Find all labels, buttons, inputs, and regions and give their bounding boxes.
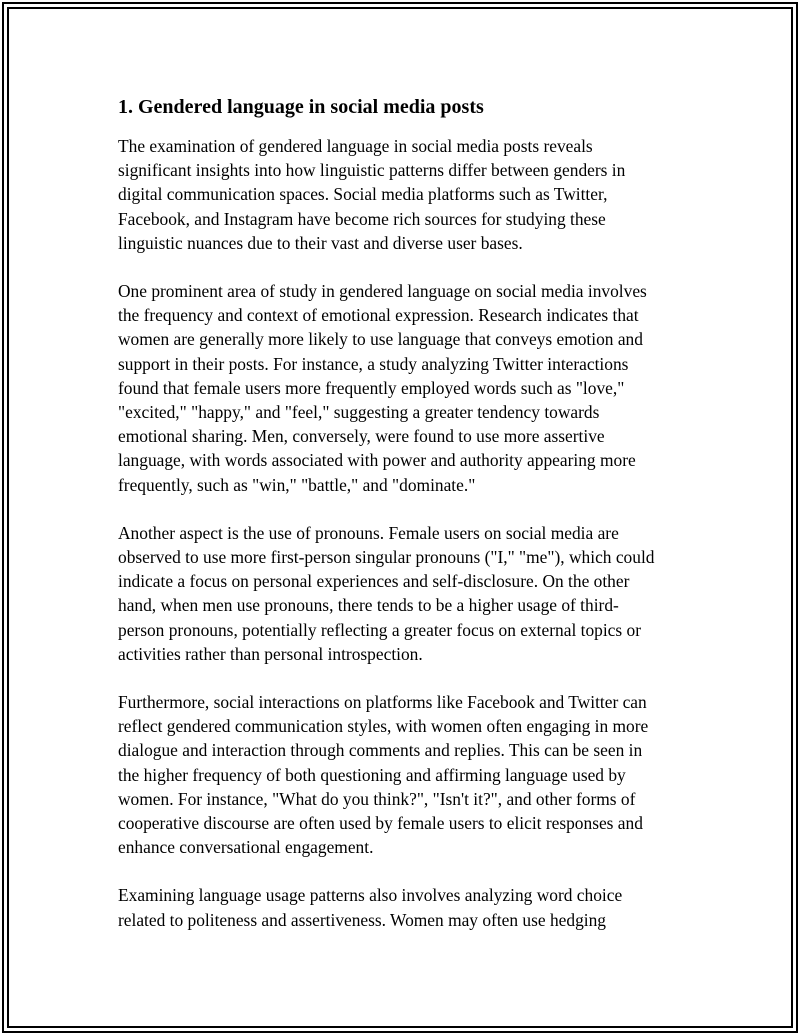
paragraph-line: Examining language usage patterns also involves analyzing word choice: [118, 885, 623, 906]
paragraph-list: [118, 134, 698, 932]
paragraph-line: activities rather than personal introspection.: [118, 643, 423, 664]
paragraph: [118, 279, 698, 497]
paragraph-line: dialogue and interaction through comments and replies. This can be seen in: [118, 740, 643, 761]
paragraph-line: observed to use more first-person singular pronouns ("I," "me"), which could: [118, 547, 655, 568]
paragraph: [118, 690, 698, 859]
paragraph: [118, 134, 698, 255]
section-heading: 1. Gendered language in social media posts: [118, 96, 484, 118]
paragraph-line: Facebook, and Instagram have become rich sources for studying these: [118, 208, 606, 229]
paragraph-line: women. For instance, "What do you think?", "Isn't it?", and other forms of: [118, 788, 636, 809]
paragraph-line: digital communication spaces. Social media platforms such as Twitter,: [118, 184, 608, 205]
paragraph: [118, 883, 698, 931]
paragraph-line: "excited," "happy," and "feel," suggesting a greater tendency towards: [118, 402, 600, 423]
paragraph-line: person pronouns, potentially reflecting a greater focus on external topics or: [118, 619, 641, 640]
paragraph-line: One prominent area of study in gendered language on social media involves: [118, 281, 647, 302]
paragraph-line: reflect gendered communication styles, with women often engaging in more: [118, 716, 649, 737]
paragraph-line: women are generally more likely to use language that conveys emotion and: [118, 329, 643, 350]
paragraph-line: the higher frequency of both questioning and affirming language used by: [118, 764, 626, 785]
paragraph-line: Furthermore, social interactions on platforms like Facebook and Twitter can: [118, 692, 647, 713]
paragraph-line: linguistic nuances due to their vast and diverse user bases.: [118, 232, 523, 253]
paragraph-line: cooperative discourse are often used by female users to elicit responses and: [118, 813, 643, 834]
paragraph-line: The examination of gendered language in social media posts reveals: [118, 136, 593, 156]
paragraph-line: language, with words associated with power and authority appearing more: [118, 450, 636, 471]
paragraph-line: frequently, such as "win," "battle," and "dominate.": [118, 474, 476, 495]
paragraph: [118, 521, 698, 666]
paragraph-line: related to politeness and assertiveness. Women may often use hedging: [118, 909, 606, 930]
paragraph-line: indicate a focus on personal experiences and self-disclosure. On the other: [118, 571, 630, 592]
paragraph-line: emotional sharing. Men, conversely, were found to use more assertive: [118, 426, 605, 447]
paragraph-line: support in their posts. For instance, a study analyzing Twitter interactions: [118, 353, 629, 374]
paragraph-line: Another aspect is the use of pronouns. Female users on social media are: [118, 522, 619, 543]
paragraph-line: hand, when men use pronouns, there tends to be a higher usage of third-: [118, 595, 619, 616]
paragraph-line: enhance conversational engagement.: [118, 837, 374, 858]
paragraph-line: found that female users more frequently employed words such as "love,": [118, 377, 625, 398]
paragraph-line: the frequency and context of emotional expression. Research indicates that: [118, 305, 639, 326]
document-body: [118, 94, 698, 956]
paragraph-line: significant insights into how linguistic patterns differ between genders in: [118, 160, 626, 181]
